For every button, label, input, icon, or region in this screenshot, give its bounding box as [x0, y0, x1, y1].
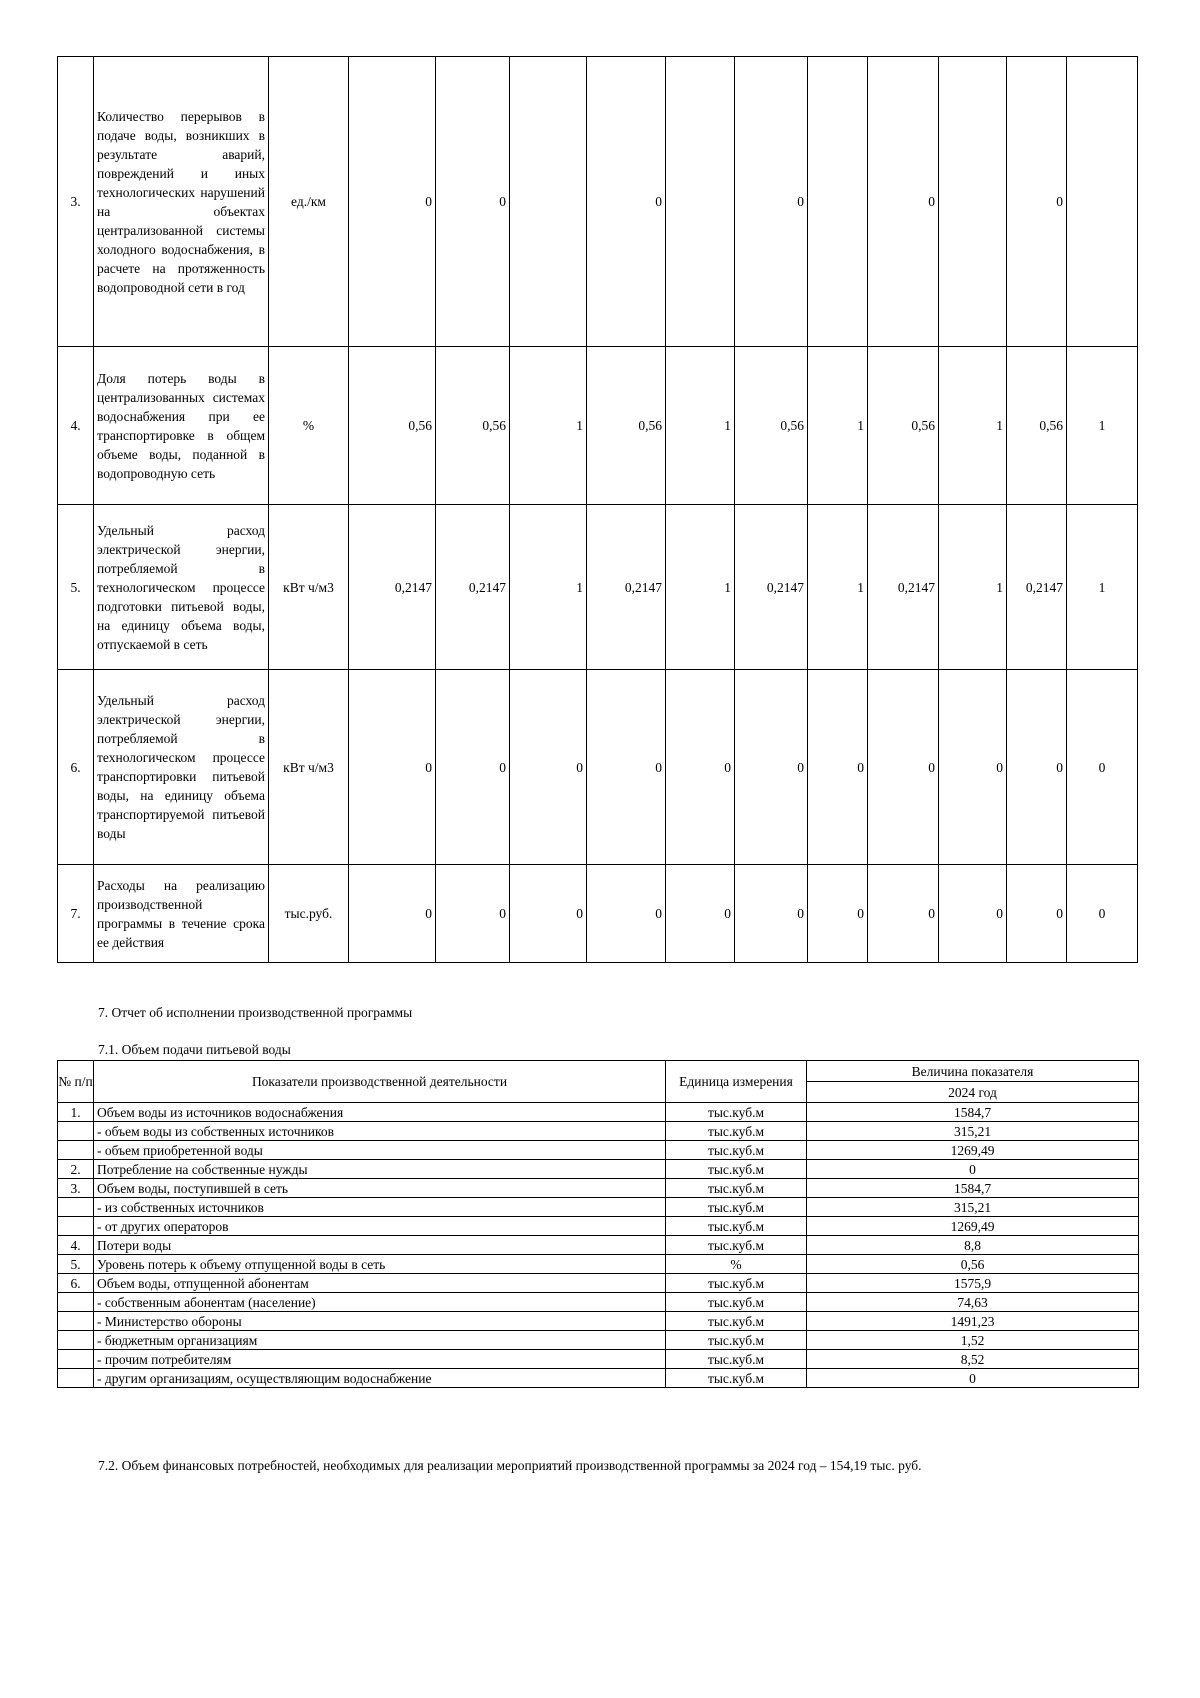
- indicator-unit: тыс.руб.: [269, 865, 349, 963]
- indicator-unit: кВт ч/м3: [269, 670, 349, 865]
- indicator-number: 6.: [58, 670, 94, 865]
- report-row-value: 8,8: [807, 1236, 1139, 1255]
- header-num: № п/п: [58, 1061, 94, 1103]
- indicator-number: 4.: [58, 347, 94, 505]
- report-row-unit: тыс.куб.м: [666, 1331, 807, 1350]
- indicator-value: 0,2147: [1007, 505, 1067, 670]
- report-row-label: - объем приобретенной воды: [94, 1141, 666, 1160]
- section-7-1-title: 7.1. Объем подачи питьевой воды: [98, 1042, 291, 1057]
- indicator-description: Доля потерь воды в централизованных системах водоснабжения при ее транспортировке в общем объеме воды, поданной в водопроводную сеть: [94, 347, 269, 505]
- report-row-number: 2.: [58, 1160, 94, 1179]
- report-row: [58, 1255, 1139, 1274]
- indicator-value: 0: [1067, 865, 1138, 963]
- indicator-unit: кВт ч/м3: [269, 505, 349, 670]
- report-row-value: 1575,9: [807, 1274, 1139, 1293]
- indicator-value: 1: [808, 505, 868, 670]
- report-row-unit: тыс.куб.м: [666, 1198, 807, 1217]
- report-row-number: 1.: [58, 1103, 94, 1122]
- header-indicator: Показатели производственной деятельности: [94, 1061, 666, 1103]
- indicator-value: 0: [587, 865, 666, 963]
- indicator-value: 1: [808, 347, 868, 505]
- indicator-row: [58, 57, 1138, 347]
- report-row-unit: тыс.куб.м: [666, 1217, 807, 1236]
- indicator-value: 0: [436, 57, 510, 347]
- report-row-number: [58, 1350, 94, 1369]
- header-year: 2024 год: [807, 1082, 1139, 1103]
- indicator-number: 3.: [58, 57, 94, 347]
- report-row: [58, 1217, 1139, 1236]
- report-row-number: [58, 1198, 94, 1217]
- report-row-number: 4.: [58, 1236, 94, 1255]
- indicator-value: 0: [510, 670, 587, 865]
- report-row-number: [58, 1331, 94, 1350]
- report-row: [58, 1293, 1139, 1312]
- report-row-unit: %: [666, 1255, 807, 1274]
- report-row-value: 1269,49: [807, 1217, 1139, 1236]
- indicator-value: 0,56: [436, 347, 510, 505]
- section-7-2-text: 7.2. Объем финансовых потребностей, необходимых для реализации мероприятий производственной программы за 2024 год – 154,19 тыс. руб.: [98, 1458, 922, 1473]
- report-row: [58, 1122, 1139, 1141]
- indicator-value: 0: [666, 670, 735, 865]
- report-row-label: Уровень потерь к объему отпущенной воды в сеть: [94, 1255, 666, 1274]
- indicator-description: Удельный расход электрической энергии, потребляемой в технологическом процессе подготовки питьевой воды, на единицу объема воды, отпускаемой в сеть: [94, 505, 269, 670]
- indicator-value: 0: [510, 865, 587, 963]
- indicator-value: [808, 57, 868, 347]
- indicator-value: [939, 57, 1007, 347]
- report-row-number: [58, 1122, 94, 1141]
- report-row-unit: тыс.куб.м: [666, 1141, 807, 1160]
- report-row-label: - из собственных источников: [94, 1198, 666, 1217]
- indicator-value: 0: [735, 670, 808, 865]
- indicator-value: 0,2147: [735, 505, 808, 670]
- report-row-unit: тыс.куб.м: [666, 1312, 807, 1331]
- indicator-value: 0,56: [1007, 347, 1067, 505]
- indicator-value: 0: [939, 865, 1007, 963]
- report-row: [58, 1198, 1139, 1217]
- indicator-value: 0,56: [587, 347, 666, 505]
- indicator-value: 0: [735, 865, 808, 963]
- report-row-unit: тыс.куб.м: [666, 1160, 807, 1179]
- indicator-description: Количество перерывов в подаче воды, возникших в результате аварий, повреждений и иных технологических нарушений на объектах централизованной системы холодного водоснабжения, в расчете на протяженность водопроводной сети в год: [94, 57, 269, 347]
- indicator-row: [58, 865, 1138, 963]
- report-row-value: 315,21: [807, 1122, 1139, 1141]
- indicator-value: 0: [587, 670, 666, 865]
- report-row: [58, 1274, 1139, 1293]
- indicator-value: [510, 57, 587, 347]
- report-row-unit: тыс.куб.м: [666, 1103, 807, 1122]
- indicator-row: [58, 347, 1138, 505]
- report-row-number: [58, 1293, 94, 1312]
- report-row-number: 6.: [58, 1274, 94, 1293]
- indicator-value: 0,2147: [349, 505, 436, 670]
- indicator-value: 0,2147: [436, 505, 510, 670]
- report-row-number: [58, 1312, 94, 1331]
- indicator-value: 0,2147: [868, 505, 939, 670]
- report-table: [57, 1060, 1139, 1388]
- report-row-label: - другим организациям, осуществляющим водоснабжение: [94, 1369, 666, 1388]
- report-row-label: Объем воды из источников водоснабжения: [94, 1103, 666, 1122]
- indicator-value: 0: [1007, 670, 1067, 865]
- indicator-value: 0: [1007, 57, 1067, 347]
- report-row-label: - собственным абонентам (население): [94, 1293, 666, 1312]
- indicator-value: 0: [939, 670, 1007, 865]
- report-row-value: 315,21: [807, 1198, 1139, 1217]
- report-row: [58, 1369, 1139, 1388]
- indicator-value: 0: [587, 57, 666, 347]
- report-row-label: Потери воды: [94, 1236, 666, 1255]
- report-row-unit: тыс.куб.м: [666, 1122, 807, 1141]
- report-row-label: - объем воды из собственных источников: [94, 1122, 666, 1141]
- section-7-title: 7. Отчет об исполнении производственной программы: [98, 1005, 413, 1020]
- report-row-label: Объем воды, поступившей в сеть: [94, 1179, 666, 1198]
- indicator-value: 1: [1067, 505, 1138, 670]
- indicator-value: 0: [666, 865, 735, 963]
- indicator-value: 0: [735, 57, 808, 347]
- report-row-value: 0: [807, 1369, 1139, 1388]
- report-row-number: 3.: [58, 1179, 94, 1198]
- indicator-value: 1: [510, 347, 587, 505]
- report-row: [58, 1179, 1139, 1198]
- report-row-value: 8,52: [807, 1350, 1139, 1369]
- report-row: [58, 1141, 1139, 1160]
- report-row: [58, 1350, 1139, 1369]
- report-row-label: - бюджетным организациям: [94, 1331, 666, 1350]
- report-row-unit: тыс.куб.м: [666, 1274, 807, 1293]
- indicator-row: [58, 505, 1138, 670]
- indicator-value: [1067, 57, 1138, 347]
- indicator-value: 0: [808, 865, 868, 963]
- indicator-value: 0,2147: [587, 505, 666, 670]
- indicator-value: 1: [510, 505, 587, 670]
- indicator-value: 0: [1067, 670, 1138, 865]
- header-value: Величина показателя: [807, 1061, 1139, 1082]
- report-row-number: [58, 1369, 94, 1388]
- report-row-label: Потребление на собственные нужды: [94, 1160, 666, 1179]
- report-row-value: 1584,7: [807, 1103, 1139, 1122]
- indicator-value: 0: [349, 57, 436, 347]
- indicator-value: 0: [436, 865, 510, 963]
- indicator-value: 1: [1067, 347, 1138, 505]
- report-row-label: - Министерство обороны: [94, 1312, 666, 1331]
- indicators-table: [57, 56, 1138, 963]
- indicator-unit: %: [269, 347, 349, 505]
- report-row: [58, 1312, 1139, 1331]
- report-row-number: [58, 1141, 94, 1160]
- report-row: [58, 1236, 1139, 1255]
- indicator-number: 7.: [58, 865, 94, 963]
- indicator-description: Удельный расход электрической энергии, потребляемой в технологическом процессе транспортировки питьевой воды, на единицу объема транспортируемой питьевой воды: [94, 670, 269, 865]
- report-row-value: 0,56: [807, 1255, 1139, 1274]
- indicator-value: [666, 57, 735, 347]
- report-row-value: 1,52: [807, 1331, 1139, 1350]
- indicator-value: 0: [868, 57, 939, 347]
- indicator-value: 1: [666, 505, 735, 670]
- report-row: [58, 1103, 1139, 1122]
- report-row: [58, 1160, 1139, 1179]
- indicator-value: 1: [939, 347, 1007, 505]
- indicator-value: 1: [666, 347, 735, 505]
- report-row-number: [58, 1217, 94, 1236]
- indicator-value: 1: [939, 505, 1007, 670]
- indicator-value: 0: [808, 670, 868, 865]
- indicator-value: 0: [436, 670, 510, 865]
- indicator-value: 0: [868, 670, 939, 865]
- report-row-unit: тыс.куб.м: [666, 1293, 807, 1312]
- indicator-value: 0,56: [868, 347, 939, 505]
- report-row-unit: тыс.куб.м: [666, 1236, 807, 1255]
- indicator-value: 0,56: [735, 347, 808, 505]
- report-row-value: 1269,49: [807, 1141, 1139, 1160]
- report-row-value: 1491,23: [807, 1312, 1139, 1331]
- indicator-unit: ед./км: [269, 57, 349, 347]
- report-row-value: 0: [807, 1160, 1139, 1179]
- report-row-unit: тыс.куб.м: [666, 1369, 807, 1388]
- report-row-unit: тыс.куб.м: [666, 1179, 807, 1198]
- indicator-value: 0: [349, 865, 436, 963]
- report-row-label: - от других операторов: [94, 1217, 666, 1236]
- report-row-number: 5.: [58, 1255, 94, 1274]
- indicator-value: 0: [1007, 865, 1067, 963]
- report-row-value: 74,63: [807, 1293, 1139, 1312]
- indicator-description: Расходы на реализацию производственной программы в течение срока ее действия: [94, 865, 269, 963]
- report-row-value: 1584,7: [807, 1179, 1139, 1198]
- indicator-value: 0: [868, 865, 939, 963]
- indicator-value: 0,56: [349, 347, 436, 505]
- report-row: [58, 1331, 1139, 1350]
- report-row-label: Объем воды, отпущенной абонентам: [94, 1274, 666, 1293]
- report-row-label: - прочим потребителям: [94, 1350, 666, 1369]
- header-unit: Единица измерения: [666, 1061, 807, 1103]
- indicator-row: [58, 670, 1138, 865]
- indicator-value: 0: [349, 670, 436, 865]
- report-row-unit: тыс.куб.м: [666, 1350, 807, 1369]
- indicator-number: 5.: [58, 505, 94, 670]
